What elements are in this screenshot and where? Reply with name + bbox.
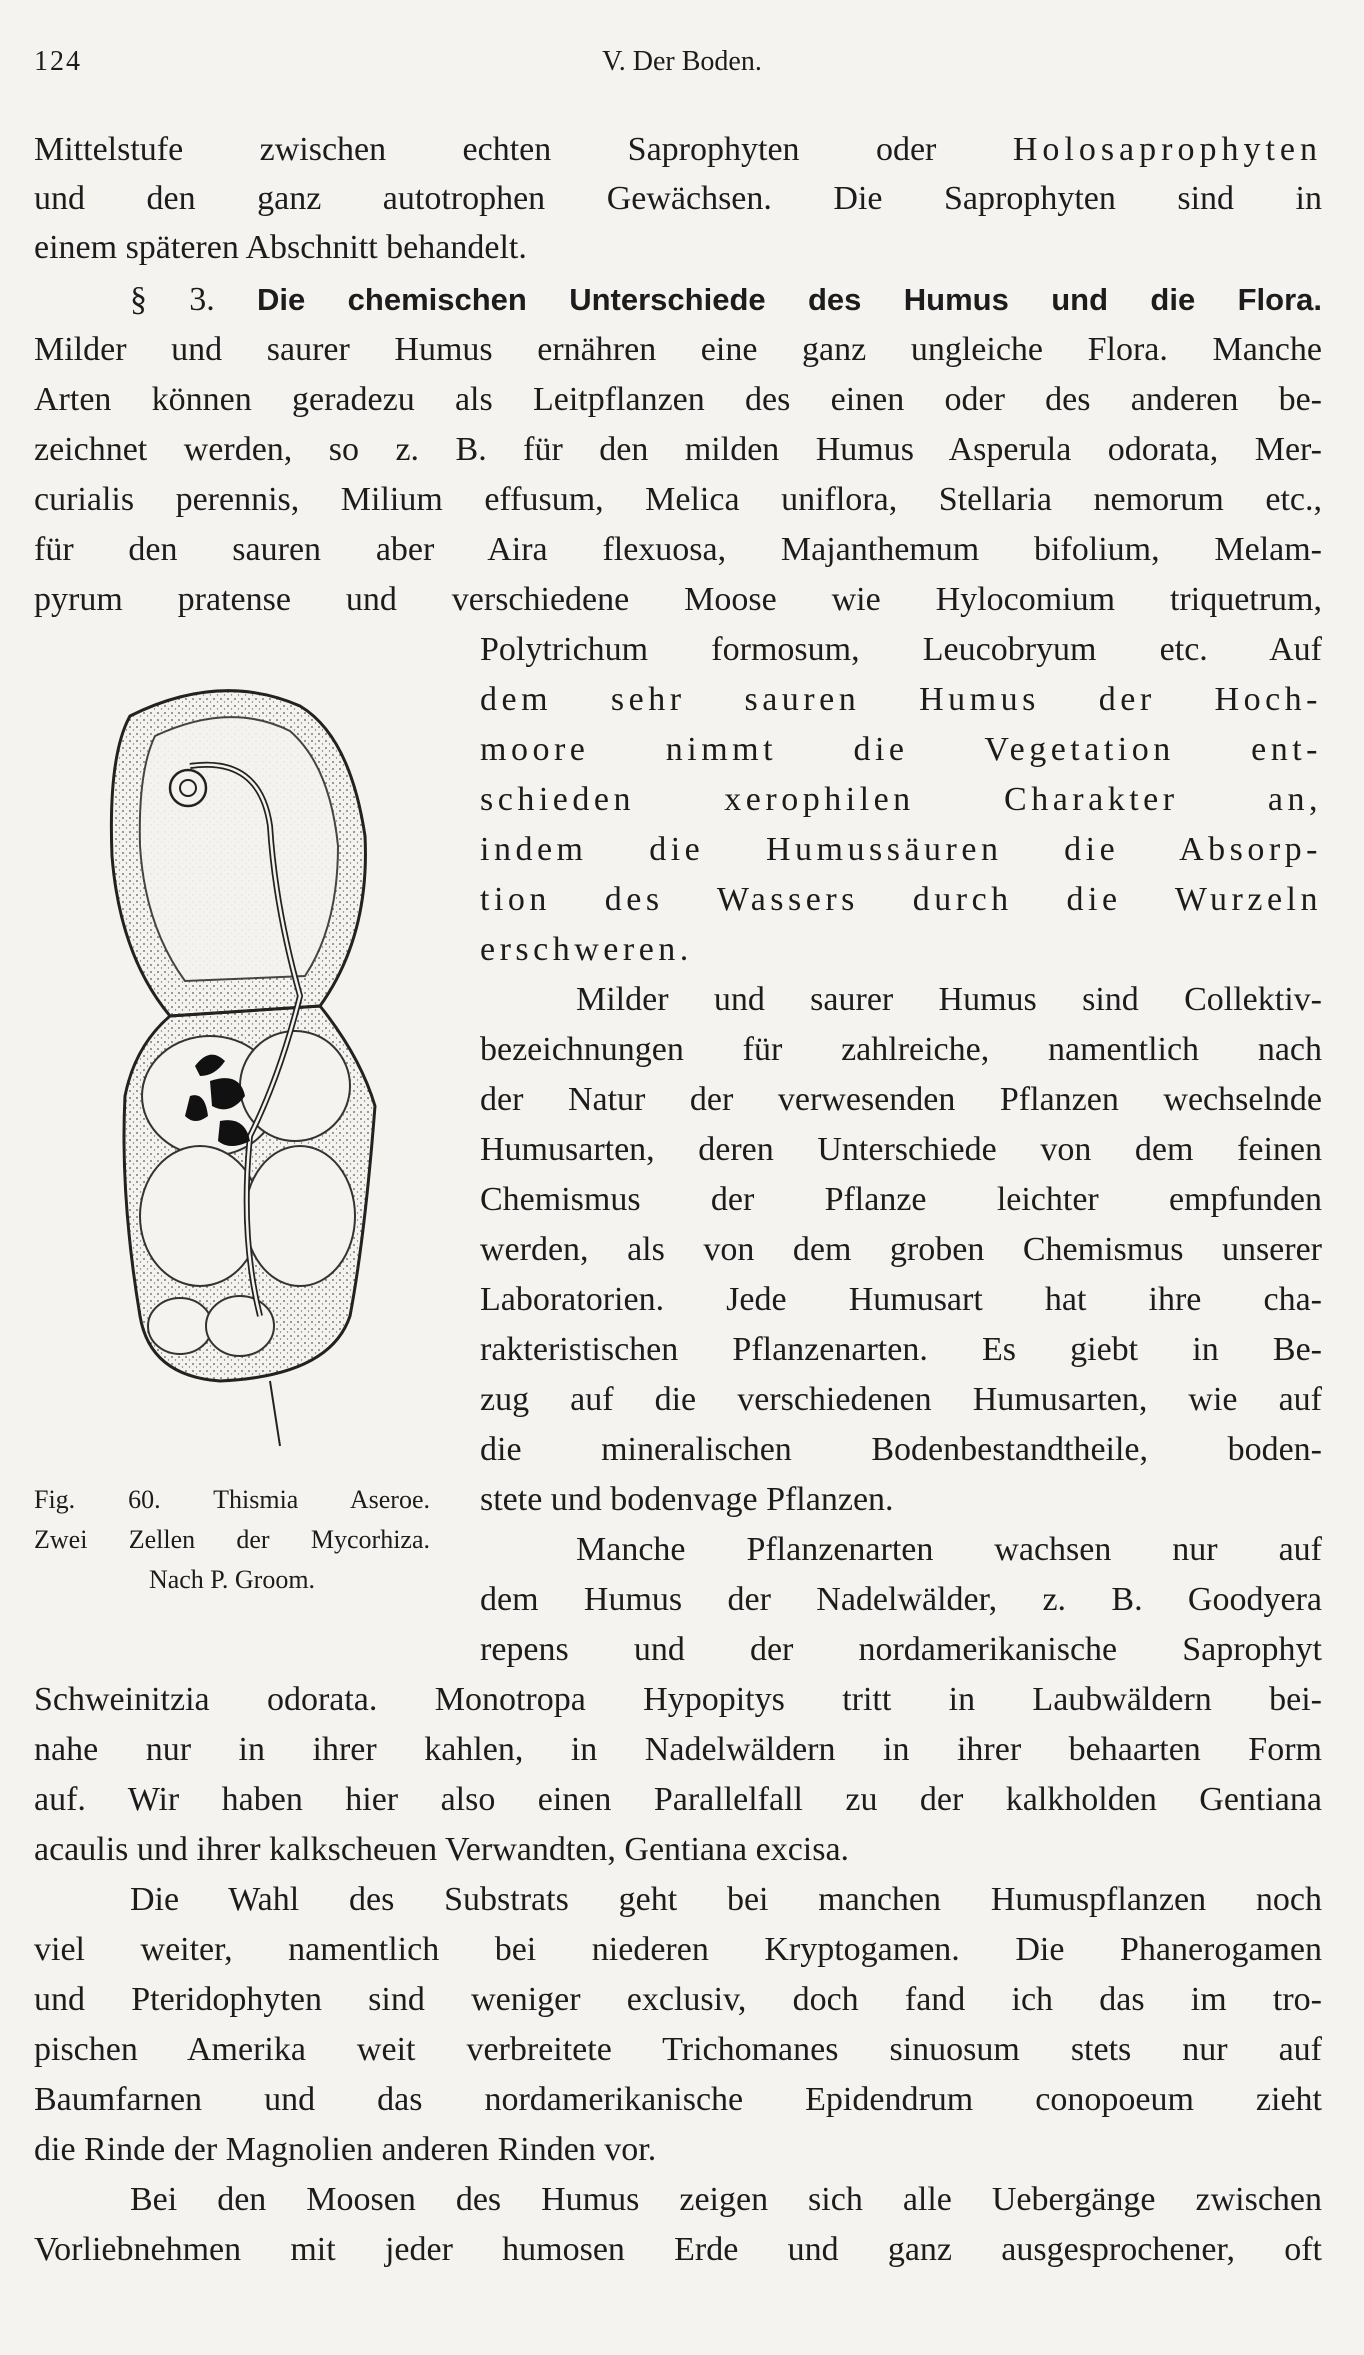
text-line: dem sehr sauren Humus der Hoch- xyxy=(480,681,1322,718)
text-line: Manche Pflanzenarten wachsen nur auf xyxy=(576,1531,1322,1568)
running-title: V. Der Boden. xyxy=(602,46,762,77)
text-line: dem Humus der Nadelwälder, z. B. Goodyera xyxy=(480,1581,1322,1618)
mycorrhiza-figure xyxy=(100,676,430,1476)
text-line: Schweinitzia odorata. Monotropa Hypopitys tritt in Laubwäldern bei- xyxy=(34,1681,1322,1718)
text-line: Chemismus der Pflanze leichter empfunden xyxy=(480,1181,1322,1218)
text-line: und Pteridophyten sind weniger exclusiv, doch fand ich das im tro- xyxy=(34,1981,1322,2018)
text-line: tion des Wassers durch die Wurzeln xyxy=(480,881,1322,918)
text-line: viel weiter, namentlich bei niederen Kryptogamen. Die Phanerogamen xyxy=(34,1931,1322,1968)
section-title: Die chemischen Unterschiede des Humus und die Flora. xyxy=(257,282,1322,317)
text-line: Humusarten, deren Unterschiede von dem feinen xyxy=(480,1131,1322,1168)
text-line: und den ganz autotrophen Gewächsen. Die Saprophyten sind in xyxy=(34,180,1322,217)
text-line: bezeichnungen für zahlreiche, namentlich nach xyxy=(480,1031,1322,1068)
text-line: Arten können geradezu als Leitpflanzen des einen oder des anderen be- xyxy=(34,381,1322,418)
text-line: rakteristischen Pflanzenarten. Es giebt in Be- xyxy=(480,1331,1322,1368)
figure-caption: Zwei Zellen der Mycorhiza. xyxy=(34,1525,430,1554)
text-line: Vorliebnehmen mit jeder humosen Erde und ganz ausgesprochener, oft xyxy=(34,2231,1322,2268)
text-line: Laboratorien. Jede Humusart hat ihre cha- xyxy=(480,1281,1322,1318)
text-line: Milder und saurer Humus ernähren eine ganz ungleiche Flora. Manche xyxy=(34,331,1322,368)
text-line: einem späteren Abschnitt behandelt. xyxy=(34,229,527,266)
text-line: die mineralischen Bodenbestandtheile, boden- xyxy=(480,1431,1322,1468)
text-line: werden, als von dem groben Chemismus unserer xyxy=(480,1231,1322,1268)
text-line: die Rinde der Magnolien anderen Rinden vor. xyxy=(34,2131,657,2168)
spaced-term: Holosaprophyten xyxy=(1012,131,1322,168)
text-line: pyrum pratense und verschiedene Moose wie Hylocomium triquetrum, xyxy=(34,581,1322,618)
text-line: zug auf die verschiedenen Humusarten, wie auf xyxy=(480,1381,1322,1418)
text-line: Mittelstufe zwischen echten Saprophyten oder Holosaprophyten xyxy=(34,131,1322,168)
text-line: Milder und saurer Humus sind Collektiv- xyxy=(576,981,1322,1018)
nucleus xyxy=(170,770,206,806)
text-line: indem die Humussäuren die Absorp- xyxy=(480,831,1322,868)
text-line: repens und der nordamerikanische Saprophyt xyxy=(480,1631,1322,1668)
section-number: § 3. xyxy=(130,281,215,318)
page-header xyxy=(34,46,1330,86)
text-line: für den sauren aber Aira flexuosa, Majanthemum bifolium, Melam- xyxy=(34,531,1322,568)
text-line: auf. Wir haben hier also einen Parallelfall zu der kalkholden Gentiana xyxy=(34,1781,1322,1818)
text-line: erschweren. xyxy=(480,931,693,968)
text-line: pischen Amerika weit verbreitete Trichomanes sinuosum stets nur auf xyxy=(34,2031,1322,2068)
text-line: zeichnet werden, so z. B. für den milden Humus Asperula odorata, Mer- xyxy=(34,431,1322,468)
figure-caption: Fig. 60. Thismia Aseroe. xyxy=(34,1485,430,1514)
text-line: acaulis und ihrer kalkscheuen Verwandten, Gentiana excisa. xyxy=(34,1831,850,1868)
text-line: Bei den Moosen des Humus zeigen sich alle Uebergänge zwischen xyxy=(130,2181,1322,2218)
text-line: moore nimmt die Vegetation ent- xyxy=(480,731,1322,768)
text-line: Baumfarnen und das nordamerikanische Epidendrum conopoeum zieht xyxy=(34,2081,1322,2118)
figure-caption: Nach P. Groom. xyxy=(148,1565,316,1594)
text-line: der Natur der verwesenden Pflanzen wechselnde xyxy=(480,1081,1322,1118)
text-line: schieden xerophilen Charakter an, xyxy=(480,781,1322,818)
section-heading xyxy=(34,278,1322,322)
text-line: Die Wahl des Substrats geht bei manchen Humuspflanzen noch xyxy=(130,1881,1322,1918)
text-line: Polytrichum formosum, Leucobryum etc. Auf xyxy=(480,631,1322,668)
text-line: nahe nur in ihrer kahlen, in Nadelwäldern in ihrer behaarten Form xyxy=(34,1731,1322,1768)
text-line: curialis perennis, Milium effusum, Melica uniflora, Stellaria nemorum etc., xyxy=(34,481,1322,518)
page-number: 124 xyxy=(34,46,82,77)
text-line: stete und bodenvage Pflanzen. xyxy=(480,1481,894,1518)
